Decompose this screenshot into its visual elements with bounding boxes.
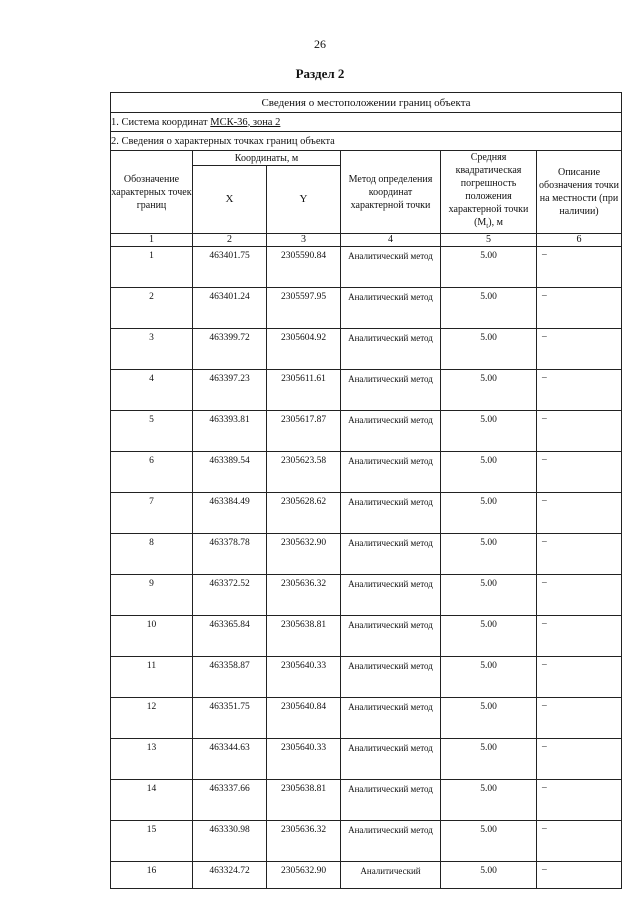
point-number: 2 <box>111 288 193 329</box>
method: Аналитический метод <box>341 698 441 739</box>
table-row <box>111 370 622 411</box>
point-number: 9 <box>111 575 193 616</box>
coord-y: 2305636.32 <box>267 575 341 616</box>
description: – <box>537 288 622 329</box>
description: – <box>537 780 622 821</box>
method: Аналитический метод <box>341 657 441 698</box>
point-number: 16 <box>111 862 193 889</box>
error-mt: 5.00 <box>441 411 537 452</box>
header-error: Средняя квадратическая погрешность положения характерной точки $(M_t)$, м <box>441 151 537 234</box>
point-number: 14 <box>111 780 193 821</box>
coord-y: 2305632.90 <box>267 862 341 889</box>
method: Аналитический метод <box>341 616 441 657</box>
method: Аналитический метод <box>341 821 441 862</box>
table-row <box>111 411 622 452</box>
table-row <box>111 288 622 329</box>
coord-y: 2305640.33 <box>267 739 341 780</box>
error-mt: 5.00 <box>441 493 537 534</box>
header-method: Метод определения координат характерной точки <box>341 151 441 234</box>
coord-x: 463401.24 <box>193 288 267 329</box>
method: Аналитический метод <box>341 452 441 493</box>
method: Аналитический <box>341 862 441 889</box>
table-row <box>111 329 622 370</box>
coord-x: 463399.72 <box>193 329 267 370</box>
coord-x: 463330.98 <box>193 821 267 862</box>
point-number: 10 <box>111 616 193 657</box>
coord-y: 2305640.84 <box>267 698 341 739</box>
description: – <box>537 247 622 288</box>
description: – <box>537 575 622 616</box>
method: Аналитический метод <box>341 247 441 288</box>
coordinate-system-line <box>111 113 622 132</box>
error-mt: 5.00 <box>441 657 537 698</box>
point-number: 5 <box>111 411 193 452</box>
coord-x: 463358.87 <box>193 657 267 698</box>
table-row <box>111 616 622 657</box>
coord-x: 463397.23 <box>193 370 267 411</box>
error-mt: 5.00 <box>441 575 537 616</box>
coord-x: 463372.52 <box>193 575 267 616</box>
coord-y: 2305604.92 <box>267 329 341 370</box>
table-row <box>111 821 622 862</box>
method: Аналитический метод <box>341 329 441 370</box>
description: – <box>537 493 622 534</box>
table-row <box>111 780 622 821</box>
point-number: 7 <box>111 493 193 534</box>
coordinate-system-value: МСК-36, зона 2 <box>210 116 281 128</box>
coord-x: 463393.81 <box>193 411 267 452</box>
error-mt: 5.00 <box>441 780 537 821</box>
coord-y: 2305638.81 <box>267 780 341 821</box>
header-description: Описание обозначения точки на местности (при наличии) <box>537 151 622 234</box>
boundary-points-table <box>110 92 622 889</box>
header-y: Y <box>267 166 341 234</box>
table-row <box>111 452 622 493</box>
point-number: 1 <box>111 247 193 288</box>
error-mt: 5.00 <box>441 698 537 739</box>
point-number: 12 <box>111 698 193 739</box>
description: – <box>537 739 622 780</box>
description: – <box>537 862 622 889</box>
coord-x: 463337.66 <box>193 780 267 821</box>
point-number: 8 <box>111 534 193 575</box>
error-mt: 5.00 <box>441 616 537 657</box>
page-number: 26 <box>314 37 326 51</box>
method: Аналитический метод <box>341 288 441 329</box>
coord-y: 2305636.32 <box>267 821 341 862</box>
error-mt: 5.00 <box>441 370 537 411</box>
column-number: 2 <box>193 234 267 247</box>
table-row <box>111 534 622 575</box>
method: Аналитический метод <box>341 575 441 616</box>
description: – <box>537 452 622 493</box>
coord-x: 463324.72 <box>193 862 267 889</box>
method: Аналитический метод <box>341 534 441 575</box>
coord-y: 2305617.87 <box>267 411 341 452</box>
table-row <box>111 247 622 288</box>
coord-x: 463389.54 <box>193 452 267 493</box>
table-row <box>111 698 622 739</box>
description: – <box>537 370 622 411</box>
column-number: 5 <box>441 234 537 247</box>
column-number: 1 <box>111 234 193 247</box>
section-title: Раздел 2 <box>295 66 345 81</box>
error-mt: 5.00 <box>441 534 537 575</box>
coord-y: 2305590.84 <box>267 247 341 288</box>
points-section-title: 2. Сведения о характерных точках границ объекта <box>111 132 622 151</box>
column-number: 4 <box>341 234 441 247</box>
column-number: 6 <box>537 234 622 247</box>
table-row <box>111 575 622 616</box>
table-row <box>111 657 622 698</box>
method: Аналитический метод <box>341 739 441 780</box>
error-mt: 5.00 <box>441 247 537 288</box>
header-designation: Обозначение характерных точек границ <box>111 151 193 234</box>
error-mt: 5.00 <box>441 288 537 329</box>
point-number: 11 <box>111 657 193 698</box>
coord-y: 2305628.62 <box>267 493 341 534</box>
point-number: 4 <box>111 370 193 411</box>
point-number: 3 <box>111 329 193 370</box>
description: – <box>537 411 622 452</box>
table-title: Сведения о местоположении границ объекта <box>111 93 622 113</box>
header-x: X <box>193 166 267 234</box>
table-row <box>111 493 622 534</box>
coord-y: 2305640.33 <box>267 657 341 698</box>
coord-x: 463378.78 <box>193 534 267 575</box>
coord-y: 2305597.95 <box>267 288 341 329</box>
coord-y: 2305623.58 <box>267 452 341 493</box>
coord-x: 463351.75 <box>193 698 267 739</box>
description: – <box>537 329 622 370</box>
error-mt: 5.00 <box>441 821 537 862</box>
coord-x: 463401.75 <box>193 247 267 288</box>
description: – <box>537 698 622 739</box>
description: – <box>537 616 622 657</box>
method: Аналитический метод <box>341 780 441 821</box>
error-mt: 5.00 <box>441 329 537 370</box>
point-number: 13 <box>111 739 193 780</box>
error-mt: 5.00 <box>441 862 537 889</box>
table-row <box>111 862 622 889</box>
error-mt: 5.00 <box>441 452 537 493</box>
coord-x: 463384.49 <box>193 493 267 534</box>
coord-y: 2305632.90 <box>267 534 341 575</box>
coordinate-system-label: 1. Система координат <box>111 116 211 128</box>
description: – <box>537 821 622 862</box>
method: Аналитический метод <box>341 411 441 452</box>
method: Аналитический метод <box>341 493 441 534</box>
coord-y: 2305638.81 <box>267 616 341 657</box>
point-number: 15 <box>111 821 193 862</box>
coord-x: 463365.84 <box>193 616 267 657</box>
header-coordinates: Координаты, м <box>193 151 341 166</box>
error-mt: 5.00 <box>441 739 537 780</box>
coord-y: 2305611.61 <box>267 370 341 411</box>
description: – <box>537 534 622 575</box>
coord-x: 463344.63 <box>193 739 267 780</box>
point-number: 6 <box>111 452 193 493</box>
description: – <box>537 657 622 698</box>
column-number: 3 <box>267 234 341 247</box>
method: Аналитический метод <box>341 370 441 411</box>
table-row <box>111 739 622 780</box>
